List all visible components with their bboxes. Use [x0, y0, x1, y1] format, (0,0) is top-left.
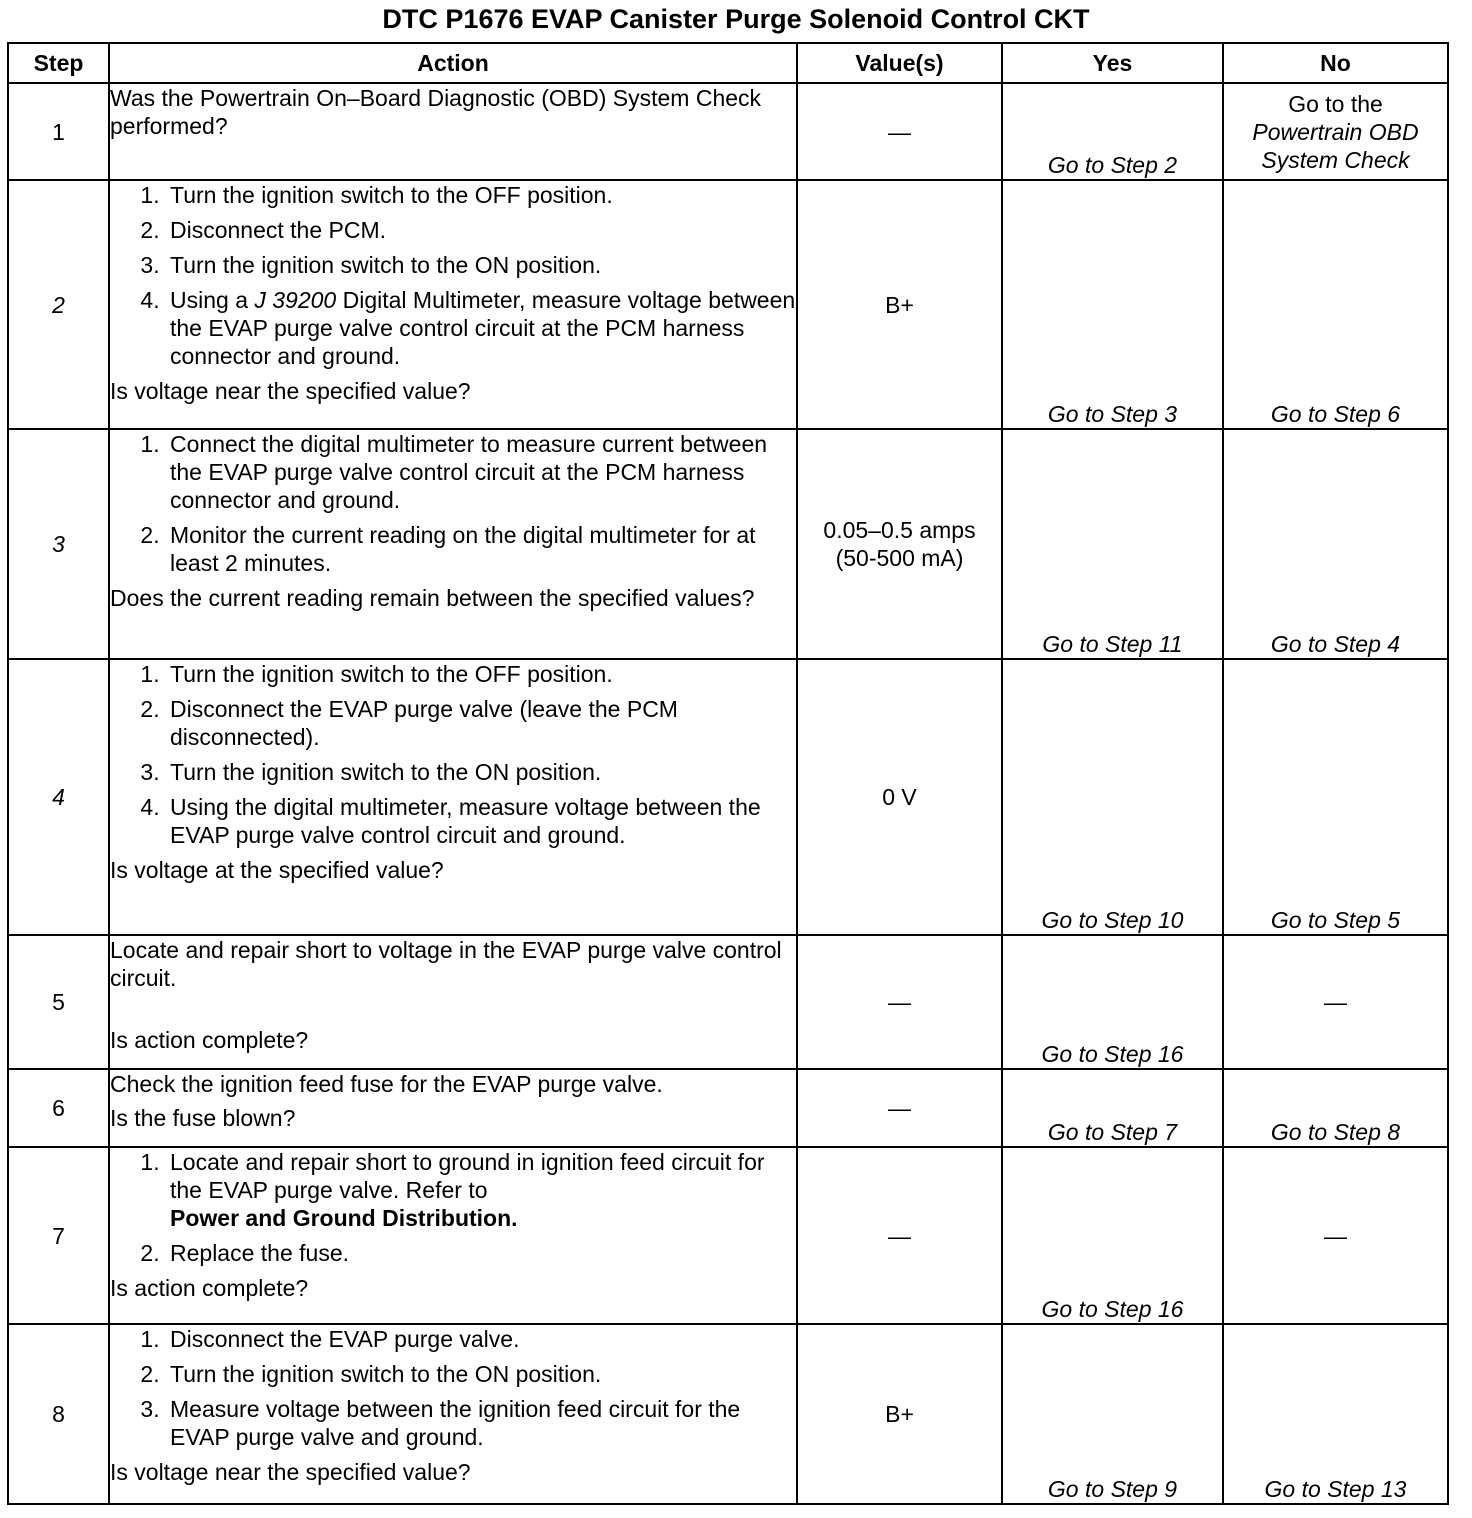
question-text: Is action complete? [110, 1027, 309, 1053]
value-cell: — [797, 1069, 1002, 1147]
question-text: Is action complete? [110, 1275, 309, 1301]
table-row [8, 935, 1448, 1069]
value-cell: — [797, 1147, 1002, 1324]
action-list [110, 1325, 796, 1451]
diagnostic-table [7, 42, 1449, 1505]
action-cell [109, 429, 797, 659]
yes-cell: Go to Step 16 [1002, 935, 1223, 1069]
value-line: (50-500 mA) [835, 545, 964, 571]
action-cell [109, 659, 797, 935]
value-cell: — [797, 935, 1002, 1069]
question-text: Does the current reading remain between the specified values? [110, 585, 755, 611]
header-values: Value(s) [797, 43, 1002, 83]
table-row [8, 1324, 1448, 1504]
action-list [110, 660, 796, 849]
page-title: DTC P1676 EVAP Canister Purge Solenoid Control CKT [382, 4, 1090, 34]
reference-link: Power and Ground Distribution. [170, 1205, 518, 1231]
step-number: 2 [8, 180, 109, 429]
list-item: 2. Replace the fuse. [166, 1239, 796, 1267]
table-row [8, 659, 1448, 935]
table-row [8, 1069, 1448, 1147]
action-cell [109, 83, 797, 180]
list-item: 1. Connect the digital multimeter to measure current between the EVAP purge valve control circuit at the PCM harness connector and ground. [166, 430, 796, 514]
action-text: Was the Powertrain On–Board Diagnostic (OBD) System Check performed? [110, 85, 762, 139]
header-no: No [1223, 43, 1448, 83]
step-number: 8 [8, 1324, 109, 1504]
table-row [8, 429, 1448, 659]
yes-cell: Go to Step 16 [1002, 1147, 1223, 1324]
question-text: Is voltage near the specified value? [110, 1459, 471, 1485]
header-step: Step [8, 43, 109, 83]
no-cell: — [1223, 935, 1448, 1069]
action-cell [109, 1147, 797, 1324]
header-action: Action [109, 43, 797, 83]
table-header-row [8, 43, 1448, 83]
list-item: 2. Monitor the current reading on the digital multimeter for at least 2 minutes. [166, 521, 796, 577]
action-cell [109, 1069, 797, 1147]
no-cell [1223, 83, 1448, 180]
list-item-text: Digital Multimeter, measure voltage between the EVAP purge valve control circuit at the PCM harness connector and ground. [170, 287, 796, 369]
list-item: 3. Turn the ignition switch to the ON position. [166, 758, 796, 786]
no-cell: Go to Step 8 [1223, 1069, 1448, 1147]
question-text: Is voltage at the specified value? [110, 857, 444, 883]
table-row [8, 180, 1448, 429]
list-item: 3. Measure voltage between the ignition feed circuit for the EVAP purge valve and ground. [166, 1395, 796, 1451]
table-row [8, 83, 1448, 180]
no-cell: Go to Step 5 [1223, 659, 1448, 935]
value-cell: B+ [797, 1324, 1002, 1504]
list-item-text: Locate and repair short to ground in ignition feed circuit for the EVAP purge valve. Refer to [170, 1149, 765, 1203]
yes-cell: Go to Step 10 [1002, 659, 1223, 935]
action-text: Check the ignition feed fuse for the EVAP purge valve. [110, 1071, 663, 1097]
action-list [110, 430, 796, 577]
value-cell: B+ [797, 180, 1002, 429]
value-line: 0.05–0.5 amps [823, 517, 976, 543]
list-item: 2. Disconnect the EVAP purge valve (leave the PCM disconnected). [166, 695, 796, 751]
value-cell: — [797, 83, 1002, 180]
yes-cell: Go to Step 2 [1002, 83, 1223, 180]
list-item: 2. Disconnect the PCM. [166, 216, 796, 244]
list-item: 1. Turn the ignition switch to the OFF position. [166, 660, 796, 688]
action-list [110, 1148, 796, 1267]
action-cell [109, 180, 797, 429]
yes-cell: Go to Step 7 [1002, 1069, 1223, 1147]
value-cell [797, 429, 1002, 659]
header-yes: Yes [1002, 43, 1223, 83]
yes-cell: Go to Step 9 [1002, 1324, 1223, 1504]
step-number: 5 [8, 935, 109, 1069]
no-text-line: System Check [1261, 147, 1410, 173]
no-text-line: Powertrain OBD [1252, 119, 1419, 145]
action-cell [109, 935, 797, 1069]
no-text-line: Go to the [1288, 91, 1383, 117]
value-cell: 0 V [797, 659, 1002, 935]
list-item: 2. Turn the ignition switch to the ON position. [166, 1360, 796, 1388]
list-item: 1. Turn the ignition switch to the OFF position. [166, 181, 796, 209]
no-cell: Go to Step 13 [1223, 1324, 1448, 1504]
question-text: Is the fuse blown? [110, 1105, 296, 1131]
yes-cell: Go to Step 11 [1002, 429, 1223, 659]
step-number: 1 [8, 83, 109, 180]
question-text: Is voltage near the specified value? [110, 378, 471, 404]
table-row [8, 1147, 1448, 1324]
step-number: 6 [8, 1069, 109, 1147]
step-number: 3 [8, 429, 109, 659]
step-number: 7 [8, 1147, 109, 1324]
action-cell [109, 1324, 797, 1504]
step-number: 4 [8, 659, 109, 935]
action-text: Locate and repair short to voltage in the EVAP purge valve control circuit. [110, 937, 782, 991]
no-cell: Go to Step 4 [1223, 429, 1448, 659]
yes-cell: Go to Step 3 [1002, 180, 1223, 429]
tool-number: J 39200 [254, 287, 337, 313]
list-item [166, 286, 796, 370]
list-item: 3. Turn the ignition switch to the ON position. [166, 251, 796, 279]
list-item [166, 1148, 796, 1232]
no-cell: — [1223, 1147, 1448, 1324]
list-item: 1. Disconnect the EVAP purge valve. [166, 1325, 796, 1353]
action-list [110, 181, 796, 370]
list-item: 4. Using the digital multimeter, measure voltage between the EVAP purge valve control circuit and ground. [166, 793, 796, 849]
list-item-text: Using a [170, 287, 255, 313]
no-cell: Go to Step 6 [1223, 180, 1448, 429]
